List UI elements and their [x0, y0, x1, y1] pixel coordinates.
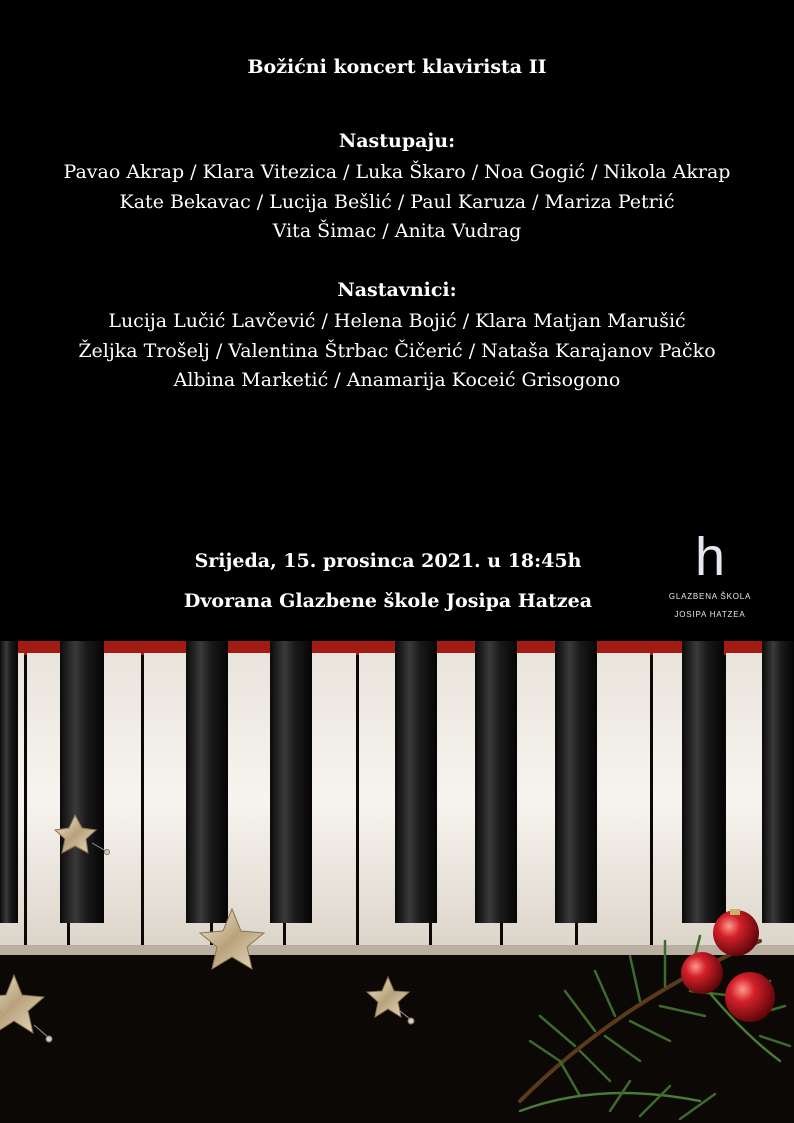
event-date-text: Srijeda, 15. prosinca 2021. u 18:45h	[194, 550, 582, 572]
teachers-line: Albina Marketić / Anamarija Koceić Grisogono	[173, 369, 621, 391]
teachers-line: Lucija Lučić Lavčević / Helena Bojić / Klara Matjan Marušić	[108, 310, 686, 332]
school-logo	[664, 527, 756, 620]
logo-text-line2: JOSIPA HATZEA	[674, 610, 746, 619]
performers-line: Pavao Akrap / Klara Vitezica / Luka Škaro / Noa Gogić / Nikola Akrap	[63, 161, 731, 183]
performers-line: Kate Bekavac / Lucija Bešlić / Paul Karuza / Mariza Petrić	[119, 190, 675, 213]
performers-line: Vita Šimac / Anita Vudrag	[272, 220, 522, 242]
performers-heading: Nastupaju:	[338, 130, 456, 152]
logo-letter: h	[694, 527, 726, 587]
teachers-heading: Nastavnici:	[337, 279, 457, 301]
performers-list	[0, 158, 794, 247]
teachers-line: Željka Trošelj / Valentina Štrbac Čičerić / Nataša Karajanov Pačko	[78, 339, 716, 362]
piano-keyboard-photo	[0, 641, 794, 1123]
white-key-fronts	[0, 945, 794, 955]
concert-title: Božićni koncert klavirista II	[247, 56, 547, 78]
event-venue-text: Dvorana Glazbene škole Josipa Hatzea	[183, 590, 593, 612]
logo-text-line1: GLAZBENA ŠKOLA	[668, 592, 752, 601]
teachers-list	[0, 307, 794, 396]
